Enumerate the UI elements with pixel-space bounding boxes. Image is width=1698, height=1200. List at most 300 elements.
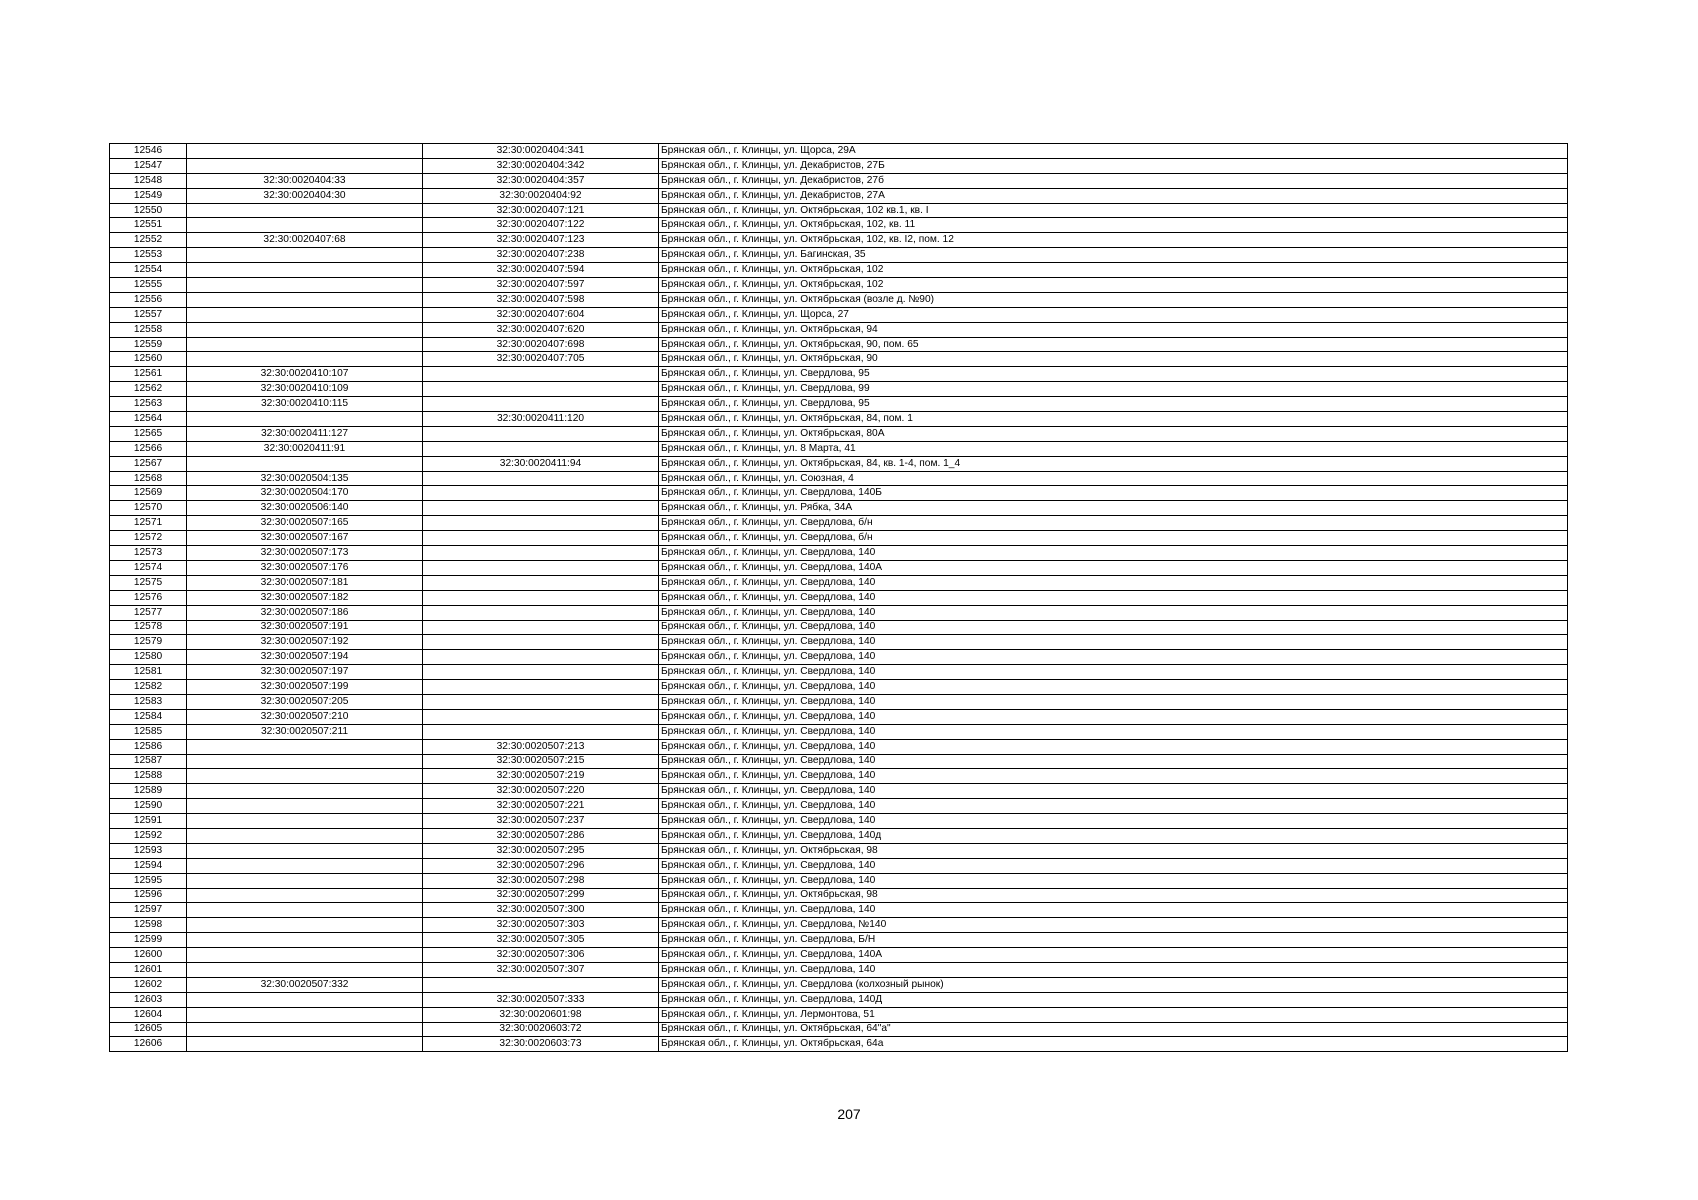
- row-number-cell: 12604: [110, 1007, 187, 1022]
- row-number-cell: 12590: [110, 799, 187, 814]
- land-cadastral-cell: [187, 843, 423, 858]
- building-cadastral-cell: 32:30:0020507:296: [423, 858, 659, 873]
- table-row: [110, 307, 1568, 322]
- land-cadastral-cell: [187, 992, 423, 1007]
- address-cell: Брянская обл., г. Клинцы, ул. Свердлова, 140: [659, 546, 1568, 561]
- building-cadastral-cell: [423, 680, 659, 695]
- table-row: [110, 843, 1568, 858]
- address-cell: Брянская обл., г. Клинцы, ул. 8 Марта, 41: [659, 441, 1568, 456]
- address-cell: Брянская обл., г. Клинцы, ул. Октябрьская, 84, пом. 1: [659, 412, 1568, 427]
- land-cadastral-cell: [187, 754, 423, 769]
- building-cadastral-cell: 32:30:0020603:73: [423, 1037, 659, 1052]
- land-cadastral-cell: [187, 456, 423, 471]
- address-cell: Брянская обл., г. Клинцы, ул. Октябрьская, 90: [659, 352, 1568, 367]
- row-number-cell: 12598: [110, 918, 187, 933]
- land-cadastral-cell: 32:30:0020507:211: [187, 724, 423, 739]
- table-row: [110, 441, 1568, 456]
- row-number-cell: 12552: [110, 233, 187, 248]
- address-cell: Брянская обл., г. Клинцы, ул. Октябрьская, 102: [659, 278, 1568, 293]
- address-cell: Брянская обл., г. Клинцы, ул. Свердлова (колхозный рынок): [659, 977, 1568, 992]
- row-number-cell: 12589: [110, 784, 187, 799]
- row-number-cell: 12575: [110, 575, 187, 590]
- building-cadastral-cell: 32:30:0020507:213: [423, 739, 659, 754]
- land-cadastral-cell: 32:30:0020504:135: [187, 471, 423, 486]
- row-number-cell: 12554: [110, 263, 187, 278]
- table-row: [110, 560, 1568, 575]
- address-cell: Брянская обл., г. Клинцы, ул. Декабристов, 27б: [659, 173, 1568, 188]
- land-cadastral-cell: 32:30:0020411:127: [187, 426, 423, 441]
- address-cell: Брянская обл., г. Клинцы, ул. Свердлова, 140: [659, 873, 1568, 888]
- row-number-cell: 12580: [110, 650, 187, 665]
- building-cadastral-cell: [423, 724, 659, 739]
- address-cell: Брянская обл., г. Клинцы, ул. Свердлова, б/н: [659, 516, 1568, 531]
- address-cell: Брянская обл., г. Клинцы, ул. Декабристов, 27Б: [659, 158, 1568, 173]
- table-row: [110, 709, 1568, 724]
- table-row: [110, 516, 1568, 531]
- table-row: [110, 1037, 1568, 1052]
- building-cadastral-cell: 32:30:0020507:306: [423, 948, 659, 963]
- address-cell: Брянская обл., г. Клинцы, ул. Октябрьская (возле д. №90): [659, 292, 1568, 307]
- land-cadastral-cell: [187, 292, 423, 307]
- address-cell: Брянская обл., г. Клинцы, ул. Свердлова, 99: [659, 382, 1568, 397]
- building-cadastral-cell: 32:30:0020407:238: [423, 248, 659, 263]
- table-row: [110, 367, 1568, 382]
- land-cadastral-cell: [187, 352, 423, 367]
- row-number-cell: 12571: [110, 516, 187, 531]
- row-number-cell: 12556: [110, 292, 187, 307]
- land-cadastral-cell: [187, 769, 423, 784]
- land-cadastral-cell: [187, 933, 423, 948]
- row-number-cell: 12606: [110, 1037, 187, 1052]
- building-cadastral-cell: 32:30:0020507:333: [423, 992, 659, 1007]
- row-number-cell: 12574: [110, 560, 187, 575]
- land-cadastral-cell: 32:30:0020404:33: [187, 173, 423, 188]
- table-row: [110, 739, 1568, 754]
- row-number-cell: 12577: [110, 605, 187, 620]
- row-number-cell: 12563: [110, 397, 187, 412]
- building-cadastral-cell: 32:30:0020507:215: [423, 754, 659, 769]
- address-cell: Брянская обл., г. Клинцы, ул. Свердлова, 140: [659, 769, 1568, 784]
- row-number-cell: 12603: [110, 992, 187, 1007]
- table-row: [110, 278, 1568, 293]
- address-cell: Брянская обл., г. Клинцы, ул. Свердлова, 140А: [659, 560, 1568, 575]
- building-cadastral-cell: [423, 650, 659, 665]
- row-number-cell: 12578: [110, 620, 187, 635]
- table-row: [110, 412, 1568, 427]
- land-cadastral-cell: 32:30:0020410:115: [187, 397, 423, 412]
- address-cell: Брянская обл., г. Клинцы, ул. Свердлова, №140: [659, 918, 1568, 933]
- land-cadastral-cell: 32:30:0020507:199: [187, 680, 423, 695]
- row-number-cell: 12565: [110, 426, 187, 441]
- building-cadastral-cell: [423, 575, 659, 590]
- building-cadastral-cell: 32:30:0020507:300: [423, 903, 659, 918]
- table-row: [110, 322, 1568, 337]
- land-cadastral-cell: 32:30:0020507:186: [187, 605, 423, 620]
- address-cell: Брянская обл., г. Клинцы, ул. Свердлова, 140: [659, 739, 1568, 754]
- land-cadastral-cell: [187, 873, 423, 888]
- building-cadastral-cell: 32:30:0020407:123: [423, 233, 659, 248]
- address-cell: Брянская обл., г. Клинцы, ул. Свердлова, 140: [659, 754, 1568, 769]
- table-row: [110, 933, 1568, 948]
- land-cadastral-cell: 32:30:0020507:194: [187, 650, 423, 665]
- row-number-cell: 12579: [110, 635, 187, 650]
- land-cadastral-cell: 32:30:0020507:182: [187, 590, 423, 605]
- building-cadastral-cell: [423, 546, 659, 561]
- address-cell: Брянская обл., г. Клинцы, ул. Свердлова, 140: [659, 620, 1568, 635]
- row-number-cell: 12595: [110, 873, 187, 888]
- land-cadastral-cell: 32:30:0020507:173: [187, 546, 423, 561]
- land-cadastral-cell: [187, 203, 423, 218]
- row-number-cell: 12562: [110, 382, 187, 397]
- building-cadastral-cell: [423, 471, 659, 486]
- building-cadastral-cell: [423, 635, 659, 650]
- table-row: [110, 888, 1568, 903]
- address-cell: Брянская обл., г. Клинцы, ул. Октябрьская, 98: [659, 843, 1568, 858]
- land-cadastral-cell: [187, 337, 423, 352]
- table-row: [110, 650, 1568, 665]
- address-cell: Брянская обл., г. Клинцы, ул. Свердлова, 95: [659, 397, 1568, 412]
- address-cell: Брянская обл., г. Клинцы, ул. Октябрьская, 64а: [659, 1037, 1568, 1052]
- table-row: [110, 828, 1568, 843]
- building-cadastral-cell: 32:30:0020407:122: [423, 218, 659, 233]
- row-number-cell: 12547: [110, 158, 187, 173]
- row-number-cell: 12566: [110, 441, 187, 456]
- building-cadastral-cell: [423, 709, 659, 724]
- building-cadastral-cell: 32:30:0020411:120: [423, 412, 659, 427]
- address-cell: Брянская обл., г. Клинцы, ул. Щорса, 27: [659, 307, 1568, 322]
- row-number-cell: 12549: [110, 188, 187, 203]
- address-cell: Брянская обл., г. Клинцы, ул. Октябрьская, 84, кв. 1-4, пом. 1_4: [659, 456, 1568, 471]
- building-cadastral-cell: [423, 531, 659, 546]
- table-row: [110, 873, 1568, 888]
- address-cell: Брянская обл., г. Клинцы, ул. Лермонтова, 51: [659, 1007, 1568, 1022]
- address-cell: Брянская обл., г. Клинцы, ул. Свердлова, 140: [659, 903, 1568, 918]
- address-cell: Брянская обл., г. Клинцы, ул. Октябрьская, 90, пом. 65: [659, 337, 1568, 352]
- table-row: [110, 456, 1568, 471]
- address-cell: Брянская обл., г. Клинцы, ул. Свердлова, Б/Н: [659, 933, 1568, 948]
- table-row: [110, 144, 1568, 159]
- row-number-cell: 12570: [110, 501, 187, 516]
- row-number-cell: 12569: [110, 486, 187, 501]
- row-number-cell: 12567: [110, 456, 187, 471]
- row-number-cell: 12601: [110, 962, 187, 977]
- table-row: [110, 590, 1568, 605]
- building-cadastral-cell: 32:30:0020507:295: [423, 843, 659, 858]
- land-cadastral-cell: [187, 218, 423, 233]
- address-cell: Брянская обл., г. Клинцы, ул. Свердлова, 140Д: [659, 992, 1568, 1007]
- building-cadastral-cell: [423, 441, 659, 456]
- row-number-cell: 12559: [110, 337, 187, 352]
- address-cell: Брянская обл., г. Клинцы, ул. Свердлова, 140: [659, 784, 1568, 799]
- building-cadastral-cell: [423, 486, 659, 501]
- row-number-cell: 12555: [110, 278, 187, 293]
- building-cadastral-cell: 32:30:0020404:92: [423, 188, 659, 203]
- row-number-cell: 12568: [110, 471, 187, 486]
- building-cadastral-cell: 32:30:0020507:299: [423, 888, 659, 903]
- row-number-cell: 12602: [110, 977, 187, 992]
- table-row: [110, 173, 1568, 188]
- address-cell: Брянская обл., г. Клинцы, ул. Свердлова, 140: [659, 858, 1568, 873]
- table-row: [110, 1022, 1568, 1037]
- land-cadastral-cell: [187, 948, 423, 963]
- table-row: [110, 531, 1568, 546]
- row-number-cell: 12560: [110, 352, 187, 367]
- building-cadastral-cell: 32:30:0020407:698: [423, 337, 659, 352]
- land-cadastral-cell: [187, 144, 423, 159]
- address-cell: Брянская обл., г. Клинцы, ул. Свердлова, 140: [659, 724, 1568, 739]
- table-row: [110, 903, 1568, 918]
- row-number-cell: 12593: [110, 843, 187, 858]
- land-cadastral-cell: [187, 322, 423, 337]
- building-cadastral-cell: 32:30:0020407:597: [423, 278, 659, 293]
- table-row: [110, 620, 1568, 635]
- row-number-cell: 12594: [110, 858, 187, 873]
- land-cadastral-cell: [187, 307, 423, 322]
- row-number-cell: 12572: [110, 531, 187, 546]
- building-cadastral-cell: 32:30:0020507:286: [423, 828, 659, 843]
- address-cell: Брянская обл., г. Клинцы, ул. Рябка, 34А: [659, 501, 1568, 516]
- table-row: [110, 218, 1568, 233]
- row-number-cell: 12605: [110, 1022, 187, 1037]
- building-cadastral-cell: [423, 397, 659, 412]
- table-row: [110, 292, 1568, 307]
- address-cell: Брянская обл., г. Клинцы, ул. Октябрьская, 102: [659, 263, 1568, 278]
- row-number-cell: 12597: [110, 903, 187, 918]
- table-row: [110, 426, 1568, 441]
- building-cadastral-cell: 32:30:0020507:305: [423, 933, 659, 948]
- row-number-cell: 12573: [110, 546, 187, 561]
- table-row: [110, 918, 1568, 933]
- building-cadastral-cell: 32:30:0020601:98: [423, 1007, 659, 1022]
- table-row: [110, 754, 1568, 769]
- row-number-cell: 12592: [110, 828, 187, 843]
- address-cell: Брянская обл., г. Клинцы, ул. Декабристов, 27А: [659, 188, 1568, 203]
- land-cadastral-cell: [187, 158, 423, 173]
- table-row: [110, 724, 1568, 739]
- table-row: [110, 203, 1568, 218]
- row-number-cell: 12600: [110, 948, 187, 963]
- land-cadastral-cell: [187, 814, 423, 829]
- land-cadastral-cell: [187, 784, 423, 799]
- address-cell: Брянская обл., г. Клинцы, ул. Свердлова, 140: [659, 665, 1568, 680]
- table-row: [110, 635, 1568, 650]
- address-cell: Брянская обл., г. Клинцы, ул. Свердлова, 140: [659, 962, 1568, 977]
- row-number-cell: 12581: [110, 665, 187, 680]
- building-cadastral-cell: 32:30:0020404:341: [423, 144, 659, 159]
- land-cadastral-cell: 32:30:0020507:167: [187, 531, 423, 546]
- land-cadastral-cell: 32:30:0020504:170: [187, 486, 423, 501]
- address-cell: Брянская обл., г. Клинцы, ул. Свердлова, 140: [659, 650, 1568, 665]
- table-row: [110, 158, 1568, 173]
- building-cadastral-cell: 32:30:0020507:221: [423, 799, 659, 814]
- address-cell: Брянская обл., г. Клинцы, ул. Свердлова, 140: [659, 814, 1568, 829]
- land-cadastral-cell: 32:30:0020411:91: [187, 441, 423, 456]
- table-row: [110, 352, 1568, 367]
- table-row: [110, 501, 1568, 516]
- building-cadastral-cell: 32:30:0020407:594: [423, 263, 659, 278]
- land-cadastral-cell: 32:30:0020410:109: [187, 382, 423, 397]
- address-cell: Брянская обл., г. Клинцы, ул. Союзная, 4: [659, 471, 1568, 486]
- land-cadastral-cell: [187, 278, 423, 293]
- address-cell: Брянская обл., г. Клинцы, ул. Свердлова, 140: [659, 635, 1568, 650]
- building-cadastral-cell: [423, 620, 659, 635]
- land-cadastral-cell: [187, 1007, 423, 1022]
- building-cadastral-cell: 32:30:0020507:303: [423, 918, 659, 933]
- address-cell: Брянская обл., г. Клинцы, ул. Октябрьская, 102, кв. I2, пом. 12: [659, 233, 1568, 248]
- table-row: [110, 233, 1568, 248]
- address-cell: Брянская обл., г. Клинцы, ул. Свердлова, б/н: [659, 531, 1568, 546]
- land-cadastral-cell: [187, 918, 423, 933]
- land-cadastral-cell: [187, 799, 423, 814]
- land-cadastral-cell: 32:30:0020507:192: [187, 635, 423, 650]
- table-row: [110, 337, 1568, 352]
- address-cell: Брянская обл., г. Клинцы, ул. Свердлова, 140: [659, 680, 1568, 695]
- building-cadastral-cell: 32:30:0020411:94: [423, 456, 659, 471]
- table-row: [110, 397, 1568, 412]
- building-cadastral-cell: [423, 516, 659, 531]
- cadastral-table: [109, 143, 1568, 1052]
- row-number-cell: 12582: [110, 680, 187, 695]
- table-row: [110, 382, 1568, 397]
- table-body: [110, 144, 1568, 1052]
- building-cadastral-cell: 32:30:0020407:705: [423, 352, 659, 367]
- building-cadastral-cell: [423, 501, 659, 516]
- row-number-cell: 12550: [110, 203, 187, 218]
- land-cadastral-cell: 32:30:0020507:191: [187, 620, 423, 635]
- table-row: [110, 471, 1568, 486]
- building-cadastral-cell: 32:30:0020507:237: [423, 814, 659, 829]
- row-number-cell: 12583: [110, 694, 187, 709]
- table-row: [110, 665, 1568, 680]
- table-row: [110, 486, 1568, 501]
- building-cadastral-cell: 32:30:0020507:219: [423, 769, 659, 784]
- table-row: [110, 188, 1568, 203]
- building-cadastral-cell: [423, 382, 659, 397]
- row-number-cell: 12546: [110, 144, 187, 159]
- table-row: [110, 769, 1568, 784]
- building-cadastral-cell: [423, 560, 659, 575]
- row-number-cell: 12557: [110, 307, 187, 322]
- table-row: [110, 784, 1568, 799]
- land-cadastral-cell: 32:30:0020507:165: [187, 516, 423, 531]
- building-cadastral-cell: 32:30:0020507:298: [423, 873, 659, 888]
- row-number-cell: 12591: [110, 814, 187, 829]
- row-number-cell: 12558: [110, 322, 187, 337]
- table-row: [110, 1007, 1568, 1022]
- land-cadastral-cell: 32:30:0020507:332: [187, 977, 423, 992]
- address-cell: Брянская обл., г. Клинцы, ул. Свердлова, 140: [659, 694, 1568, 709]
- land-cadastral-cell: [187, 1037, 423, 1052]
- table-row: [110, 858, 1568, 873]
- land-cadastral-cell: 32:30:0020507:197: [187, 665, 423, 680]
- row-number-cell: 12548: [110, 173, 187, 188]
- building-cadastral-cell: 32:30:0020507:220: [423, 784, 659, 799]
- table-row: [110, 992, 1568, 1007]
- land-cadastral-cell: [187, 962, 423, 977]
- building-cadastral-cell: 32:30:0020404:342: [423, 158, 659, 173]
- address-cell: Брянская обл., г. Клинцы, ул. Свердлова, 140: [659, 590, 1568, 605]
- table-row: [110, 263, 1568, 278]
- building-cadastral-cell: [423, 694, 659, 709]
- address-cell: Брянская обл., г. Клинцы, ул. Свердлова, 140А: [659, 948, 1568, 963]
- table-row: [110, 814, 1568, 829]
- address-cell: Брянская обл., г. Клинцы, ул. Октябрьская, 102 кв.1, кв. I: [659, 203, 1568, 218]
- table-row: [110, 605, 1568, 620]
- land-cadastral-cell: [187, 263, 423, 278]
- building-cadastral-cell: [423, 590, 659, 605]
- address-cell: Брянская обл., г. Клинцы, ул. Свердлова, 140Б: [659, 486, 1568, 501]
- building-cadastral-cell: 32:30:0020407:598: [423, 292, 659, 307]
- table-row: [110, 575, 1568, 590]
- address-cell: Брянская обл., г. Клинцы, ул. Свердлова, 95: [659, 367, 1568, 382]
- table-row: [110, 680, 1568, 695]
- land-cadastral-cell: 32:30:0020507:176: [187, 560, 423, 575]
- building-cadastral-cell: [423, 977, 659, 992]
- address-cell: Брянская обл., г. Клинцы, ул. Октябрьская, 98: [659, 888, 1568, 903]
- address-cell: Брянская обл., г. Клинцы, ул. Багинская, 35: [659, 248, 1568, 263]
- land-cadastral-cell: [187, 828, 423, 843]
- building-cadastral-cell: 32:30:0020404:357: [423, 173, 659, 188]
- land-cadastral-cell: [187, 1022, 423, 1037]
- land-cadastral-cell: 32:30:0020507:205: [187, 694, 423, 709]
- table-row: [110, 694, 1568, 709]
- row-number-cell: 12553: [110, 248, 187, 263]
- land-cadastral-cell: [187, 858, 423, 873]
- land-cadastral-cell: 32:30:0020507:181: [187, 575, 423, 590]
- address-cell: Брянская обл., г. Клинцы, ул. Октябрьская, 64"а": [659, 1022, 1568, 1037]
- land-cadastral-cell: 32:30:0020407:68: [187, 233, 423, 248]
- building-cadastral-cell: [423, 605, 659, 620]
- table-row: [110, 962, 1568, 977]
- row-number-cell: 12599: [110, 933, 187, 948]
- table-row: [110, 977, 1568, 992]
- land-cadastral-cell: 32:30:0020404:30: [187, 188, 423, 203]
- building-cadastral-cell: [423, 665, 659, 680]
- row-number-cell: 12596: [110, 888, 187, 903]
- page-number: 207: [837, 1106, 861, 1122]
- building-cadastral-cell: [423, 367, 659, 382]
- land-cadastral-cell: [187, 903, 423, 918]
- building-cadastral-cell: 32:30:0020407:121: [423, 203, 659, 218]
- land-cadastral-cell: 32:30:0020410:107: [187, 367, 423, 382]
- address-cell: Брянская обл., г. Клинцы, ул. Свердлова, 140: [659, 709, 1568, 724]
- address-cell: Брянская обл., г. Клинцы, ул. Свердлова, 140: [659, 575, 1568, 590]
- table-row: [110, 248, 1568, 263]
- land-cadastral-cell: [187, 248, 423, 263]
- address-cell: Брянская обл., г. Клинцы, ул. Октябрьская, 94: [659, 322, 1568, 337]
- row-number-cell: 12587: [110, 754, 187, 769]
- address-cell: Брянская обл., г. Клинцы, ул. Октябрьская, 80А: [659, 426, 1568, 441]
- address-cell: Брянская обл., г. Клинцы, ул. Свердлова, 140: [659, 605, 1568, 620]
- table-row: [110, 546, 1568, 561]
- row-number-cell: 12551: [110, 218, 187, 233]
- row-number-cell: 12585: [110, 724, 187, 739]
- building-cadastral-cell: 32:30:0020507:307: [423, 962, 659, 977]
- row-number-cell: 12584: [110, 709, 187, 724]
- building-cadastral-cell: 32:30:0020603:72: [423, 1022, 659, 1037]
- building-cadastral-cell: 32:30:0020407:620: [423, 322, 659, 337]
- table-row: [110, 948, 1568, 963]
- row-number-cell: 12586: [110, 739, 187, 754]
- land-cadastral-cell: [187, 412, 423, 427]
- row-number-cell: 12561: [110, 367, 187, 382]
- land-cadastral-cell: [187, 888, 423, 903]
- row-number-cell: 12576: [110, 590, 187, 605]
- address-cell: Брянская обл., г. Клинцы, ул. Щорса, 29А: [659, 144, 1568, 159]
- row-number-cell: 12564: [110, 412, 187, 427]
- building-cadastral-cell: [423, 426, 659, 441]
- table-row: [110, 799, 1568, 814]
